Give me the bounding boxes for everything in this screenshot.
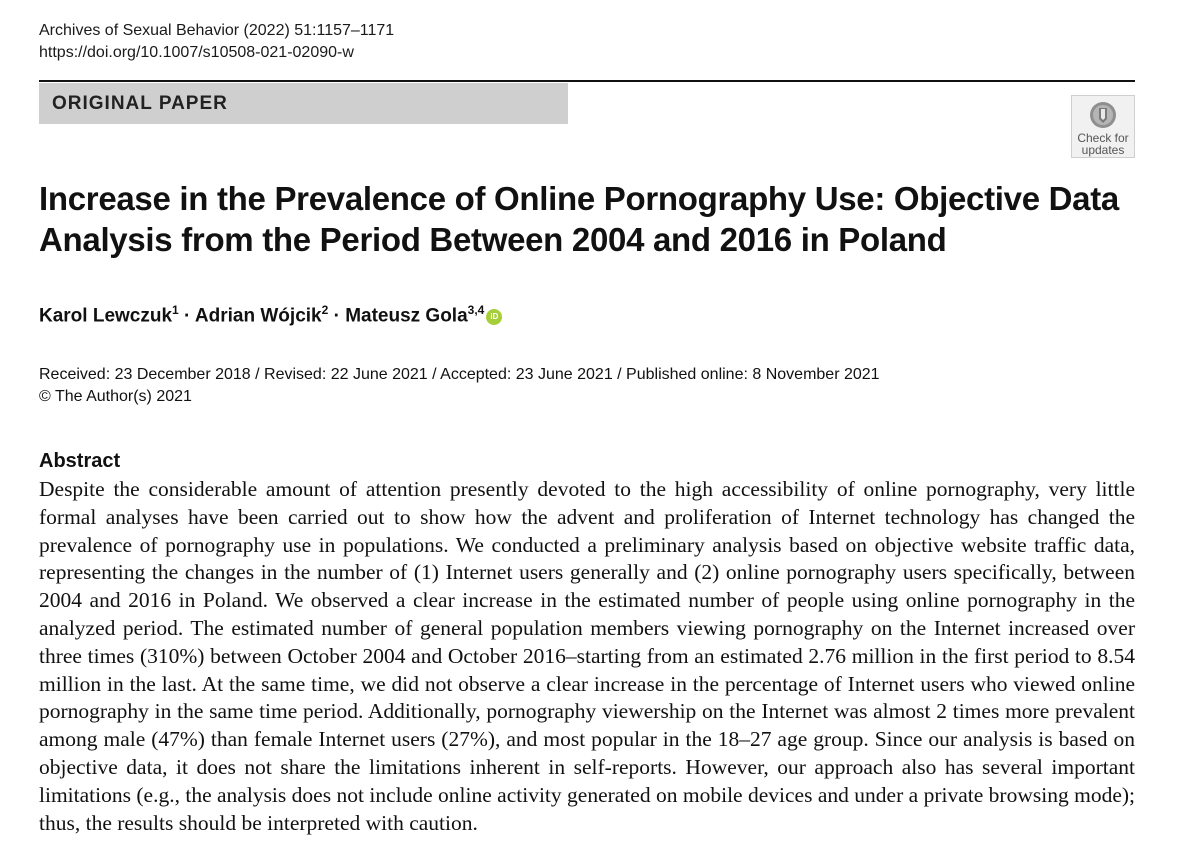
- publication-dates: [39, 364, 880, 408]
- header-rule: [39, 80, 1135, 82]
- publication-history: Received: 23 December 2018 / Revised: 22 June 2021 / Accepted: 23 June 2021 / Published online: 8 November 2021: [39, 366, 880, 383]
- check-for-updates-badge[interactable]: [1071, 95, 1135, 158]
- author-list: [39, 296, 502, 330]
- check-for-updates-line1: Check for: [1077, 131, 1129, 145]
- journal-citation: Archives of Sexual Behavior (2022) 51:1157–1171: [39, 22, 395, 39]
- title-line-2: Analysis from the Period Between 2004 and 2016 in Poland: [39, 221, 947, 258]
- author-name[interactable]: Karol Lewczuk: [39, 305, 173, 327]
- check-for-updates-icon: [1088, 100, 1118, 130]
- article-title: [39, 178, 1139, 260]
- journal-header: [39, 20, 394, 64]
- orcid-icon[interactable]: iD: [486, 309, 502, 325]
- author-name[interactable]: Adrian Wójcik: [194, 305, 322, 327]
- check-for-updates-line2: updates: [1081, 143, 1125, 157]
- author-affiliation: 1: [172, 303, 179, 317]
- author-affiliation: 2: [321, 303, 329, 317]
- author-affiliation: 3,4: [467, 303, 485, 317]
- author-name[interactable]: Mateusz Gola: [345, 305, 468, 327]
- author-separator: ·: [178, 305, 195, 327]
- abstract-heading: Abstract: [39, 450, 121, 472]
- title-line-1: Increase in the Prevalence of Online Pornography Use: Objective Data: [39, 180, 1119, 217]
- author-separator: ·: [328, 305, 346, 327]
- article-type-banner: ORIGINAL PAPER: [39, 83, 568, 124]
- abstract-text: Despite the considerable amount of attention presently devoted to the high accessibility of online pornography, very little formal analyses have been carried out to show how the advent and proliferation of Internet technology has changed the prevalence of pornography use in populations. We conducted a preliminary analysis based on objective website traffic data, representing the changes in the number of (1) Internet users generally and (2) online pornography users specifically, between 2004 and 2016 in Poland. We observed a clear increase in the estimated number of people using online pornography in the analyzed period. The estimated number of general population members viewing pornography on the Internet increased over three times (310%) between October 2004 and October 2016–starting from an estimated 2.76 million in the first period to 8.54 million in the last. At the same time, we did not observe a clear increase in the percentage of Internet users who viewed online pornography in the same time period. Additionally, pornography viewership on the Internet was almost 2 times more prevalent among male (47%) than female Internet users (27%), and most popular in the 18–27 age group. Since our analysis is based on objective data, it does not share the limitations inherent in self-reports. However, our approach also has several important limitations (e.g., the analysis does not include online activity generated on mobile devices and under a private browsing mode); thus, the results should be interpreted with caution.: [39, 477, 1135, 835]
- doi-link[interactable]: https://doi.org/10.1007/s10508-021-02090-w: [39, 44, 354, 61]
- copyright-notice: © The Author(s) 2021: [39, 388, 192, 405]
